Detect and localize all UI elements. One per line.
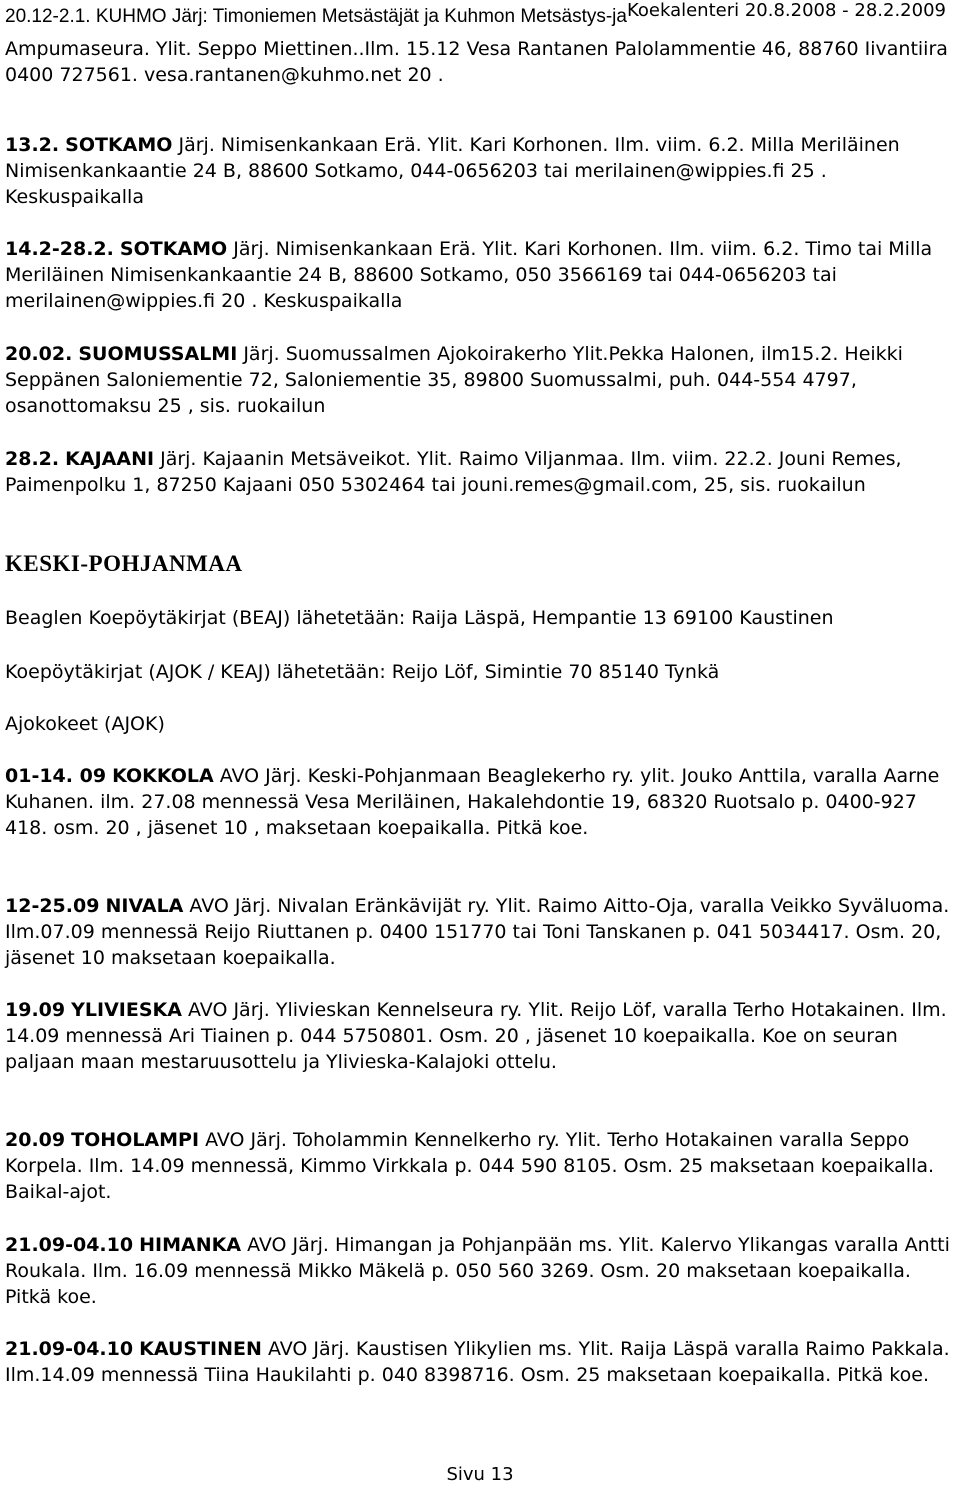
entry-date: 21.09-04.10: [5, 1338, 134, 1360]
entry-date: 13.2.: [5, 134, 60, 156]
entry-date: 01-14. 09: [5, 765, 107, 787]
entry-details: Järj. Kajaanin Metsäveikot. Ylit. Raimo Viljanmaa. Ilm. viim. 22.2. Jouni Remes, Paimenpolku 1, 87250 Kajaani 050 5302464 tai jouni.remes@gmail.com, 25, sis. ruokailun: [5, 448, 902, 496]
entry-place: KOKKOLA: [112, 765, 214, 787]
intro-ajok-keaj: Koepöytäkirjat (AJOK / KEAJ) lähetetään: Reijo Löf, Simintie 70 85140 Tynkä: [5, 661, 720, 683]
entry-date: 19.09: [5, 999, 66, 1021]
intro-beaj: Beaglen Koepöytäkirjat (BEAJ) lähetetään: Raija Läspä, Hempantie 13 69100 Kaustinen: [5, 607, 834, 629]
entry-sotkamo-13: [5, 132, 955, 210]
entry-details: Järj. Suomussalmen Ajokoirakerho Ylit.Pekka Halonen, ilm15.2. Heikki Seppänen Saloniementie 72, Saloniementie 35, 89800 Suomussalmi, puh. 044-554 4797, osanottomaksu 25 , sis. ruokailun: [5, 343, 903, 417]
entry-kaustinen: [5, 1336, 955, 1388]
entry-details: AVO Järj. Himangan ja Pohjanpään ms. Ylit. Kalervo Ylikangas varalla Antti Roukala. Ilm. 16.09 mennessä Mikko Mäkelä p. 050 560 3269. Osm. 20 maksetaan koepaikalla. Pitkä koe.: [5, 1234, 950, 1308]
entry-details: AVO Järj. Keski-Pohjanmaan Beaglekerho ry. ylit. Jouko Anttila, varalla Aarne Kuhanen. ilm. 27.08 mennessä Vesa Meriläinen, Hakalehdontie 19, 68320 Ruotsalo p. 0400-927 418. osm. 20 , jäsenet 10 , maksetaan koepaikalla. Pitkä koe.: [5, 765, 940, 839]
entry-details: AVO Järj. Ylivieskan Kennelseura ry. Ylit. Reijo Löf, varalla Terho Hotakainen. Ilm. 14.09 mennessä Ari Tiainen p. 044 5750801. Osm. 20 , jäsenet 10 koepaikalla. Koe on seuran paljaan maan mestaruusottelu ja Ylivieska-Kalajoki ottelu.: [5, 999, 947, 1073]
entry-place: SUOMUSSALMI: [78, 343, 238, 365]
entry-place: TOHOLAMPI: [71, 1129, 200, 1151]
entry-date: 21.09-04.10: [5, 1234, 134, 1256]
intro-ajokokeet: Ajokokeet (AJOK): [5, 713, 165, 735]
entry-date: 28.2.: [5, 448, 60, 470]
entry-date: 14.2-28.2.: [5, 238, 114, 260]
entry-place: KAJAANI: [65, 448, 155, 470]
entry-ylivieska: [5, 997, 955, 1075]
entry-date: 20.09: [5, 1129, 66, 1151]
entry-date: 12-25.09: [5, 895, 100, 917]
entry-place: YLIVIESKA: [71, 999, 182, 1021]
entry-details: AVO Järj. Toholammin Kennelkerho ry. Ylit. Terho Hotakainen varalla Seppo Korpela. Ilm. 14.09 mennessä, Kimmo Virkkala p. 044 590 8105. Osm. 25 maksetaan koepaikalla. Baikal-ajot.: [5, 1129, 935, 1203]
entry-date: 20.02.: [5, 343, 73, 365]
page-number: Sivu 13: [446, 1464, 514, 1485]
clipped-entry-text: 20.12-2.1. KUHMO Järj: Timoniemen Metsästäjät ja Kuhmon Metsästys-ja: [5, 6, 627, 27]
entry-details: Järj. Nimisenkankaan Erä. Ylit. Kari Korhonen. Ilm. viim. 6.2. Timo tai Milla Meriläinen Nimisenkankaantie 24 B, 88600 Sotkamo, 050 3566169 tai 044-0656203 tai merilainen@wippies.fi 20 . Keskuspaikalla: [5, 238, 933, 312]
entry-details: AVO Järj. Nivalan Eränkävijät ry. Ylit. Raimo Aitto-Oja, varalla Veikko Syväluoma. Ilm.07.09 mennessä Reijo Riuttanen p. 0400 151770 tai Toni Tanskanen p. 041 5034417. Osm. 20, jäsenet 10 maksetaan koepaikalla.: [5, 895, 950, 969]
entry-place: NIVALA: [105, 895, 184, 917]
entry-place: SOTKAMO: [119, 238, 228, 260]
entry-toholampi: [5, 1127, 955, 1205]
entry-place: HIMANKA: [139, 1234, 242, 1256]
entry-sotkamo-14: [5, 236, 955, 314]
entry-himanka: [5, 1232, 955, 1310]
entry-kokkola: [5, 763, 955, 841]
entry-details: Järj. Nimisenkankaan Erä. Ylit. Kari Korhonen. Ilm. viim. 6.2. Milla Meriläinen Nimisenkankaantie 24 B, 88600 Sotkamo, 044-0656203 tai merilainen@wippies.fi 25 . Keskuspaikalla: [5, 134, 900, 208]
section-title: KESKI-POHJANMAA: [5, 551, 243, 576]
entry-details: AVO Järj. Kaustisen Ylikylien ms. Ylit. Raija Läspä varalla Raimo Pakkala. Ilm.14.09 mennessä Tiina Haukilahti p. 040 8398716. Osm. 25 maksetaan koepaikalla. Pitkä koe.: [5, 1338, 950, 1386]
entry-kajaani: [5, 446, 955, 498]
running-header: Koekalenteri 20.8.2008 - 28.2.2009: [626, 0, 946, 21]
entry-suomussalmi: [5, 341, 955, 419]
entry-nivala: [5, 893, 955, 971]
entry-place: SOTKAMO: [65, 134, 173, 156]
entry-place: KAUSTINEN: [139, 1338, 262, 1360]
entry-continuation: Ampumaseura. Ylit. Seppo Miettinen..Ilm. 15.12 Vesa Rantanen Palolammentie 46, 88760 Iivantiira 0400 727561. vesa.rantanen@kuhmo.net 20 .: [5, 38, 948, 86]
